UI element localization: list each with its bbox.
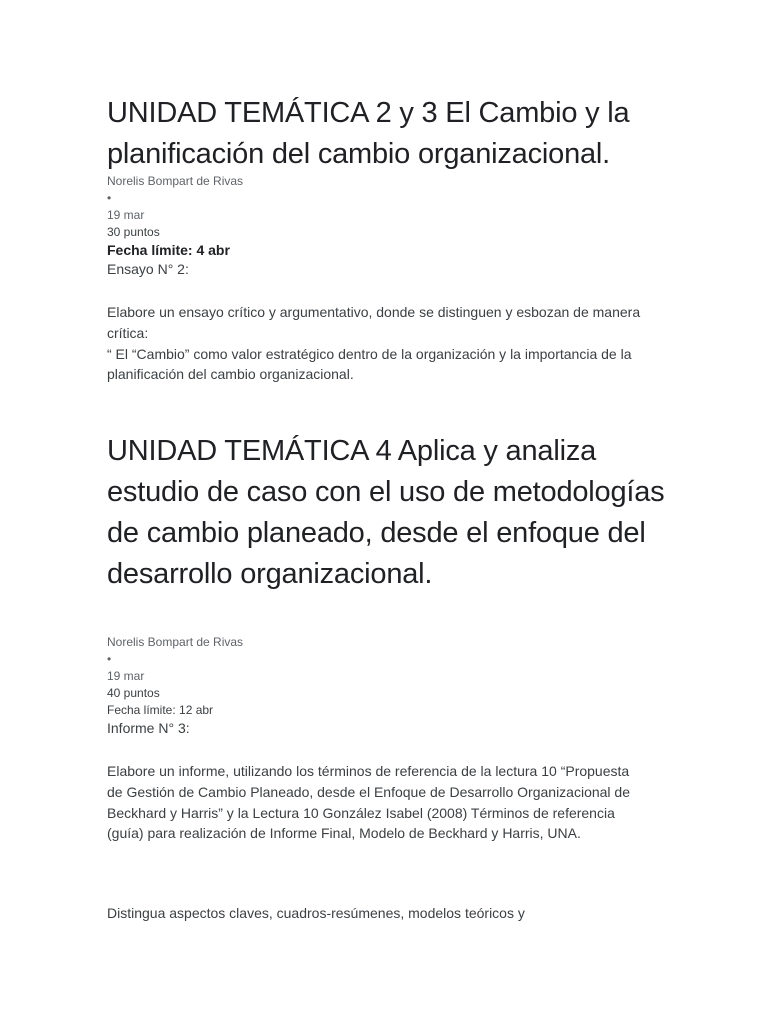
assignment-1-title: UNIDAD TEMÁTICA 2 y 3 El Cambio y la planificación del cambio organizacional. [107,97,630,170]
assignment-2-description [107,761,647,844]
assignment-2-due-date: Fecha límite: 12 abr [107,703,214,717]
assignment-2-date: 19 mar [107,669,145,683]
assignment-2-paragraph-2: Distingua aspectos claves, cuadros-resúmenes, modelos teóricos y [107,905,525,921]
assignment-2-separator: • [107,652,112,666]
assignment-1-paragraph-1: Elabore un ensayo crítico y argumentativo, donde se distinguen y esbozan de manera crítica: [107,304,641,341]
assignment-2-meta [107,634,667,738]
assignment-1-points: 30 puntos [107,225,160,239]
assignment-2-continuation [107,903,667,924]
assignment-1-description [107,302,667,385]
assignment-2-author: Norelis Bompart de Rivas [107,635,244,649]
assignment-1-meta [107,173,667,279]
assignment-2-title: UNIDAD TEMÁTICA 4 Aplica y analiza estudio de caso con el uso de metodologías de cambio planeado, desde el enfoque del desarrollo organizacional. [107,435,665,590]
assignment-1-due-date: Fecha límite: 4 abr [107,242,230,258]
assignment-1-date: 19 mar [107,208,145,222]
assignment-1-separator: • [107,191,112,205]
assignment-2-points: 40 puntos [107,686,160,700]
assignment-1-author: Norelis Bompart de Rivas [107,174,244,188]
assignment-2-paragraph-1: Elabore un informe, utilizando los términos de referencia de la lectura 10 “Propuesta de Gestión de Cambio Planeado, desde el Enfoque de Desarrollo Organizacional de Beckhard y Harris” y la Lectura 10 González Isabel (2008) Términos de referencia (guía) para realización de Informe Final, Modelo de Beckhard y Harris, UNA. [107,763,631,842]
assignment-1-paragraph-2: “ El “Cambio” como valor estratégico dentro de la organización y la importancia de la planificación del cambio organizacional. [107,345,632,383]
assignment-1-heading: Ensayo N° 2: [107,261,189,277]
assignment-2-heading: Informe N° 3: [107,720,190,736]
